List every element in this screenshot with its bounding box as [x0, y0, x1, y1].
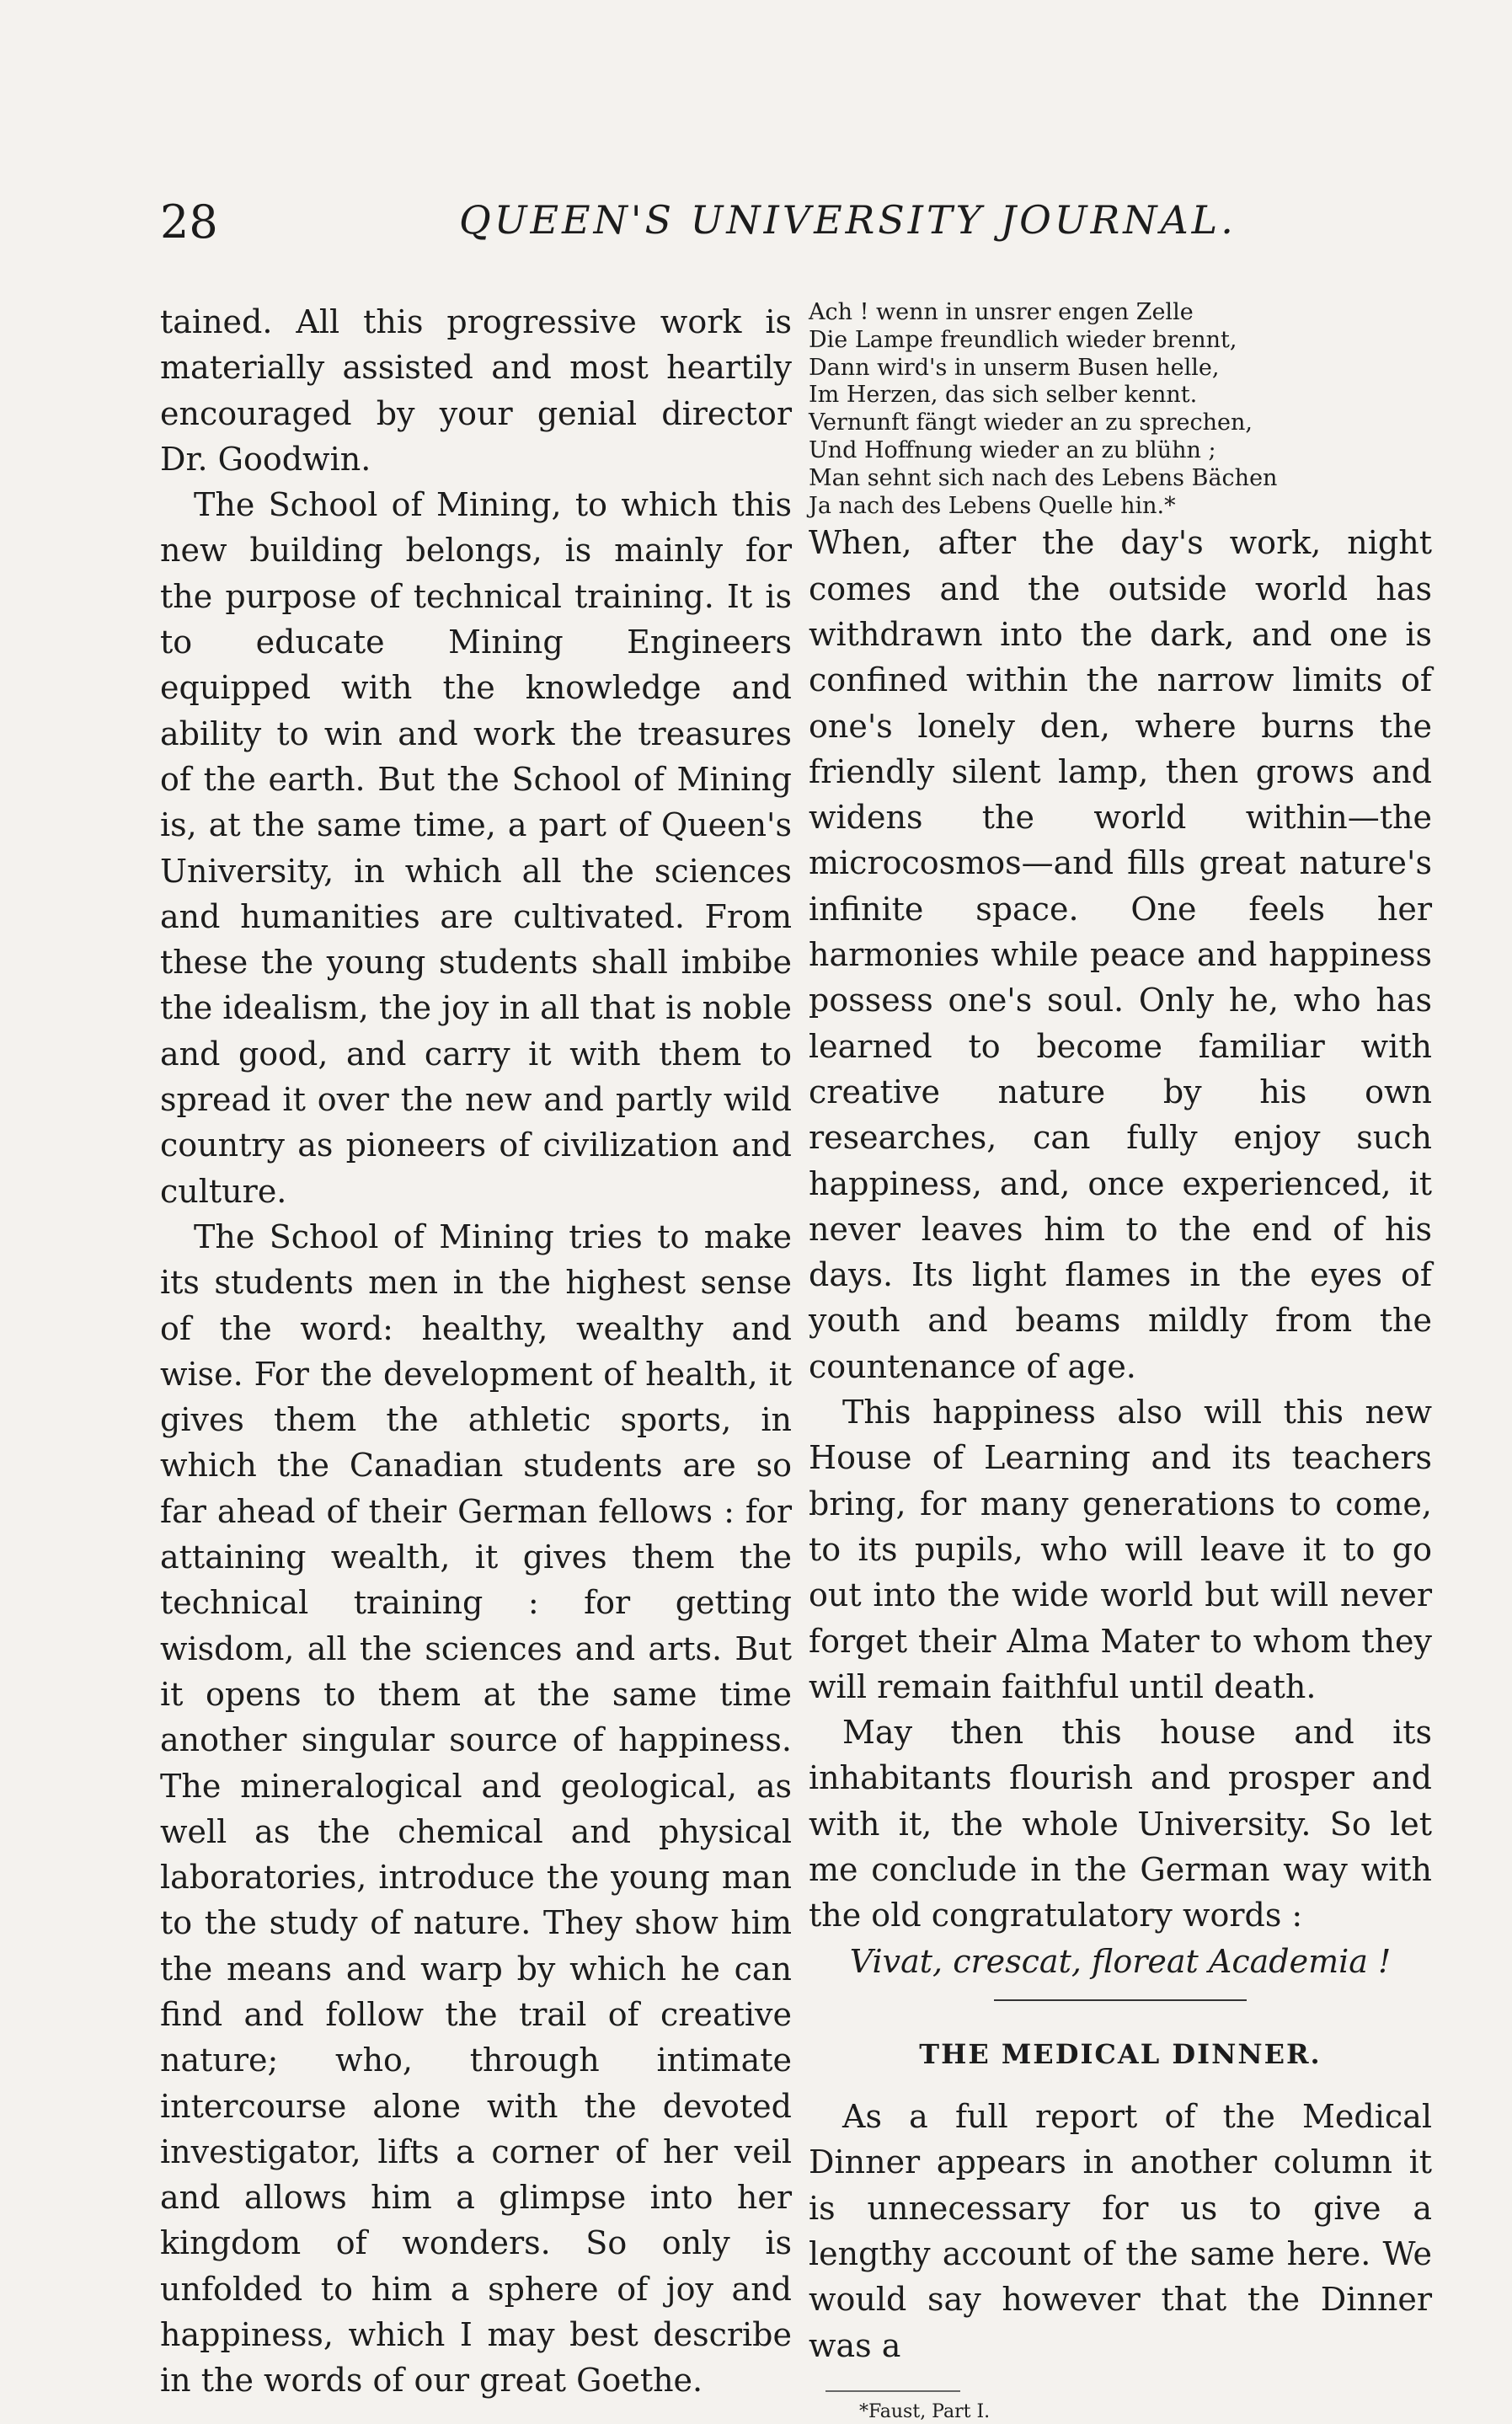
- journal-title: QUEEN'S UNIVERSITY JOURNAL.: [459, 197, 1237, 243]
- right-paragraph-3: May then this house and its inhabitants flourish and prosper and with it, the whole University. So let me conclude in the German way with the old congratulatory words :: [809, 1714, 1432, 1934]
- section-divider: [994, 1999, 1247, 2001]
- page-header: [160, 195, 1407, 263]
- right-paragraph-1: When, after the day's work, night comes and the outside world has withdrawn into the dark, and one is confined within the narrow limits of one's lonely den, where burns the friendly silent lamp, then grows and widens the world within—the microcosmos—and fills great nature's infinite space. One feels her harmonies while peace and happiness possess one's soul. Only he, who has learned to become familiar with creative nature by his own researches, can fully enjoy such happiness, and, once experienced, it never leaves him to the end of his days. Its light flames in the eyes of youth and beams mildly from the countenance of age.: [809, 524, 1432, 1385]
- footnote: *Faust, Part I.: [859, 2400, 991, 2422]
- left-paragraph-2: The School of Mining, to which this new building belongs, is mainly for the purpose of technical training. It is to educate Mining Engineers equipped with the knowledge and ability to win and work the treasures of the earth. But the School of Mining is, at the same time, a part of Queen's University, in which all the sciences and humanities are cultivated. From these the young students shall imbibe the idealism, the joy in all that is noble and good, and carry it with them to spread it over the new and partly wild country as pioneers of civilization and culture.: [160, 486, 792, 1210]
- goethe-poem: Ach ! wenn in unsrer engen Zelle Die Lampe freundlich wieder brennt, Dann wird's in unserm Busen helle, Im Herzen, das sich selber kennt. Vernunft fängt wieder an zu sprechen, Und Hoffnung wieder an zu blühn ; Man sehnt sich nach des Lebens Bächen Ja nach des Lebens Quelle hin.*: [809, 299, 1278, 519]
- page-number: 28: [160, 195, 218, 249]
- right-column: [809, 299, 1432, 2424]
- left-paragraph-3: The School of Mining tries to make its students men in the highest sense of the word: healthy, wealthy and wise. For the development of health, it gives them the athletic sports, in which the Canadian students are so far ahead of their German fellows : for attaining wealth, it gives them the technical training : for getting wisdom, all the sciences and arts. But it opens to them at the same time another singular source of happiness. The mineralogical and geological, as well as the chemical and physical laboratories, introduce the young man to the study of nature. They show him the means and warp by which he can find and follow the trail of creative nature; who, through intimate intercourse alone with the devoted investigator, lifts a corner of her veil and allows him a glimpse into her kingdom of wonders. So only is unfolded to him a sphere of joy and happiness, which I may best describe in the words of our great Goethe.: [160, 1217, 792, 2400]
- right-paragraph-4: As a full report of the Medical Dinner appears in another column it is unnecessary for us to give a lengthy account of the same here. We would say however that the Dinner was a: [809, 2098, 1432, 2364]
- section-heading: THE MEDICAL DINNER.: [919, 2037, 1322, 2070]
- right-paragraph-2: This happiness also will this new House of Learning and its teachers bring, for many generations to come, to its pupils, who will leave it to go out into the wide world but will never forget their Alma Mater to whom they will remain faithful until death.: [809, 1394, 1432, 1705]
- left-column: [160, 299, 792, 2404]
- latin-motto: Vivat, crescat, floreat Academia !: [849, 1942, 1392, 1980]
- footnote-divider: [825, 2390, 960, 2392]
- left-paragraph-1: tained. All this progressive work is materially assisted and most heartily encouraged by your genial director Dr. Goodwin.: [160, 303, 792, 478]
